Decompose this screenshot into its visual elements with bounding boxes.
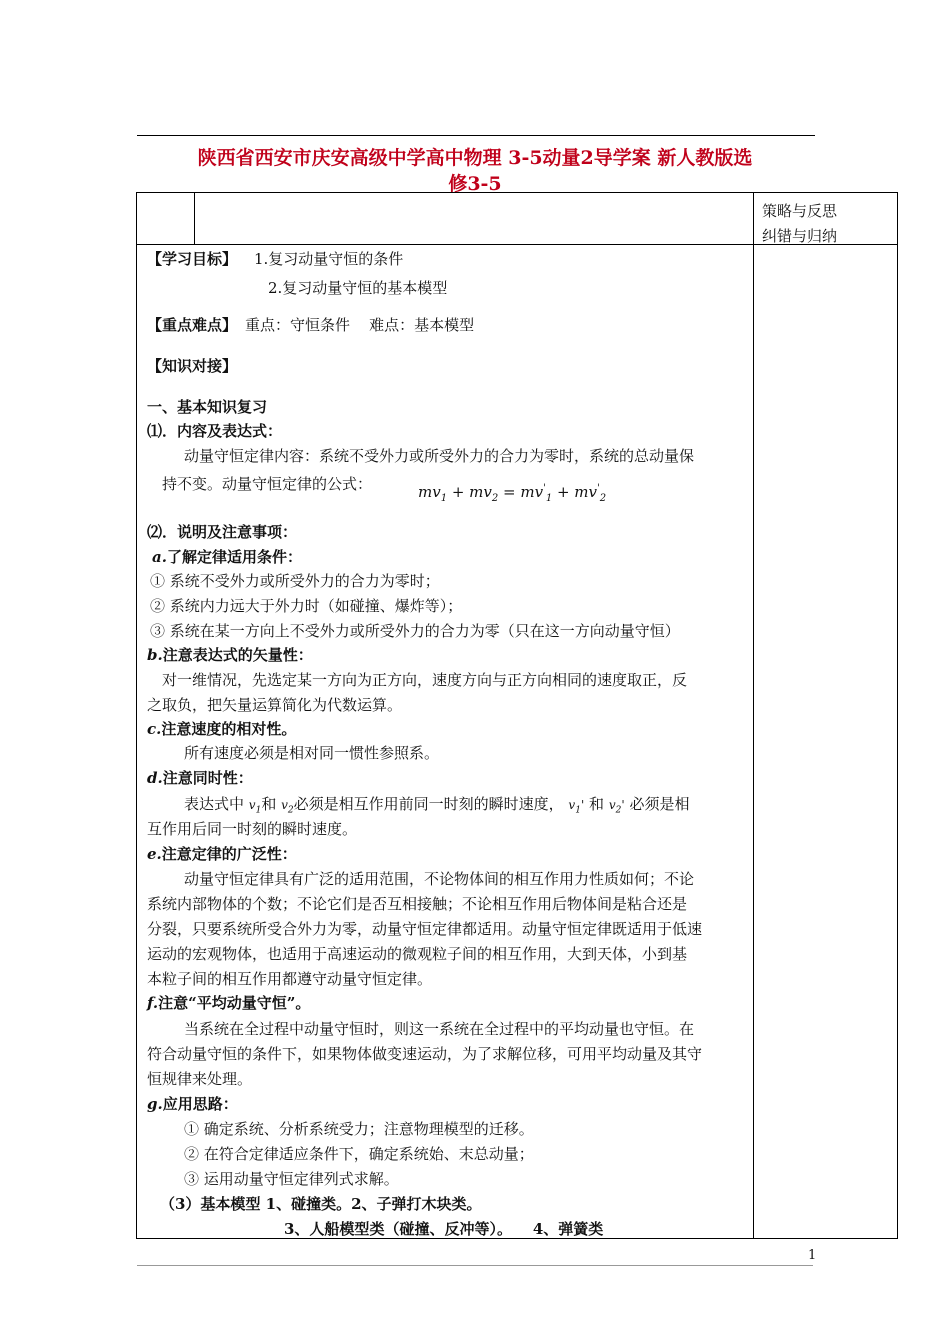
basic-models-line-1: （3）基本模型 1、碰撞类。2、子弹打木块类。 — [160, 1195, 482, 1213]
symbol-v1: $v_1$ — [248, 798, 262, 816]
note-e-line-4: 运动的宏观物体，也适用于高速运动的微观粒子间的相互作用，大到天体，小到基 — [147, 945, 688, 963]
note-c-line-1: 所有速度必须是相对同一惯性参照系。 — [184, 744, 440, 762]
application-step-2: ② 在符合定律适应条件下，确定系统始、末总动量； — [184, 1145, 534, 1163]
note-d-line-2: 互作用后同一时刻的瞬时速度。 — [147, 820, 358, 838]
side-heading-strategy: 策略与反思 — [762, 202, 838, 220]
note-b-heading — [147, 644, 313, 666]
page-number: 1 — [808, 1248, 817, 1263]
application-step-1: ① 确定系统、分析系统受力；注意物理模型的迁移。 — [184, 1120, 534, 1138]
note-f-heading — [147, 992, 310, 1014]
section-heading: 一、基本知识复习 — [147, 398, 268, 416]
note-f-line-1: 当系统在全过程中动量守恒时，则这一系统在全过程中的平均动量也守恒。在 — [184, 1020, 695, 1038]
symbol-v1-prime: $v_1'$ — [568, 798, 585, 816]
note-e-heading — [147, 843, 297, 865]
note-g-letter: g. — [147, 1095, 163, 1113]
note-d-text-e: 必须是相 — [629, 795, 690, 813]
note-b-line-1: 对一维情况，先选定某一方向为正方向，速度方向与正方向相同的速度取正，反 — [162, 671, 688, 689]
content-line-1: 动量守恒定律内容：系统不受外力或所受外力的合力为零时，系统的总动量保 — [184, 447, 695, 465]
knowledge-label: 【知识对接】 — [147, 357, 238, 375]
document-title-line2: 修3-5 — [448, 173, 502, 195]
note-d-letter: d. — [147, 769, 163, 787]
note-a-letter: a. — [152, 548, 167, 566]
note-a-title: 了解定律适用条件： — [166, 548, 302, 566]
note-f-line-3: 恒规律来处理。 — [147, 1070, 253, 1088]
note-b-line-2: 之取负，把矢量运算简化为代数运算。 — [147, 696, 403, 714]
application-step-3: ③ 运用动量守恒定律列式求解。 — [184, 1170, 399, 1188]
note-a-heading — [152, 546, 302, 568]
note-e-line-1: 动量守恒定律具有广泛的适用范围，不论物体间的相互作用力性质如何；不论 — [184, 870, 695, 888]
note-c-heading — [147, 718, 296, 740]
objective-2: 2.复习动量守恒的基本模型 — [268, 279, 448, 297]
content-line-2: 持不变。动量守恒定律的公式： — [162, 475, 373, 493]
note-f-title: 注意“平均动量守恒”。 — [158, 994, 311, 1012]
key-points-text: 重点：守恒条件 难点：基本模型 — [245, 316, 475, 334]
note-f-line-2: 符合动量守恒的条件下，如果物体做变速运动，为了求解位移，可用平均动量及其守 — [147, 1045, 703, 1063]
symbol-v2-prime: $v_2'$ — [608, 798, 625, 816]
note-d-heading — [147, 767, 253, 789]
note-e-letter: e. — [147, 845, 162, 863]
footer-rule — [137, 1265, 813, 1266]
condition-3: ③ 系统在某一方向上不受外力或所受外力的合力为零（只在这一方向动量守恒） — [150, 622, 680, 640]
condition-1: ① 系统不受外力或所受外力的合力为零时； — [150, 572, 440, 590]
top-rule — [137, 135, 815, 136]
subsection-notes: ⑵．说明及注意事项： — [147, 523, 298, 541]
condition-2: ② 系统内力远大于外力时（如碰撞、爆炸等）； — [150, 597, 463, 615]
document-title-line1: 陕西省西安市庆安高级中学高中物理 3-5动量2导学案 新人教版选 — [197, 147, 753, 169]
momentum-formula: $mv_1 + mv_2 = mv'_1 + mv'_2$ — [418, 483, 607, 504]
note-e-line-2: 系统内部物体的个数；不论它们是否互相接触；不论相互作用后物体间是粘合还是 — [147, 895, 688, 913]
note-d-text-c: 必须是相互作用前同一时刻的瞬时速度， — [293, 795, 564, 813]
note-d-text-d: 和 — [589, 795, 605, 813]
note-b-letter: b. — [147, 646, 163, 664]
note-g-title: 应用思路： — [162, 1095, 238, 1113]
basic-models-line-2: 3、人船模型类（碰撞、反冲等）。 4、弹簧类 — [284, 1220, 604, 1238]
subsection-content: ⑴．内容及表达式： — [147, 422, 283, 440]
note-d-text-b: 和 — [261, 795, 277, 813]
note-e-title: 注意定律的广泛性： — [161, 845, 297, 863]
note-f-letter: f. — [147, 994, 159, 1012]
symbol-v2: $v_2$ — [281, 798, 294, 816]
note-g-heading — [147, 1093, 238, 1115]
note-c-letter: c. — [147, 720, 162, 738]
note-c-title: 注意速度的相对性。 — [161, 720, 297, 738]
note-b-title: 注意表达式的矢量性： — [162, 646, 313, 664]
objectives-label: 【学习目标】 — [147, 250, 238, 268]
table-divider-narrow — [194, 192, 195, 244]
key-points-label: 【重点难点】 — [147, 316, 238, 334]
note-d-text-a: 表达式中 — [184, 795, 245, 813]
table-divider-side — [753, 192, 754, 1239]
objective-1: 1.复习动量守恒的条件 — [254, 250, 404, 268]
note-e-line-3: 分裂，只要系统所受合外力为零，动量守恒定律都适用。动量守恒定律既适用于低速 — [147, 920, 703, 938]
note-d-title: 注意同时性： — [162, 769, 253, 787]
side-heading-correction: 纠错与归纳 — [762, 227, 838, 245]
note-e-line-5: 本粒子间的相互作用都遵守动量守恒定律。 — [147, 970, 433, 988]
